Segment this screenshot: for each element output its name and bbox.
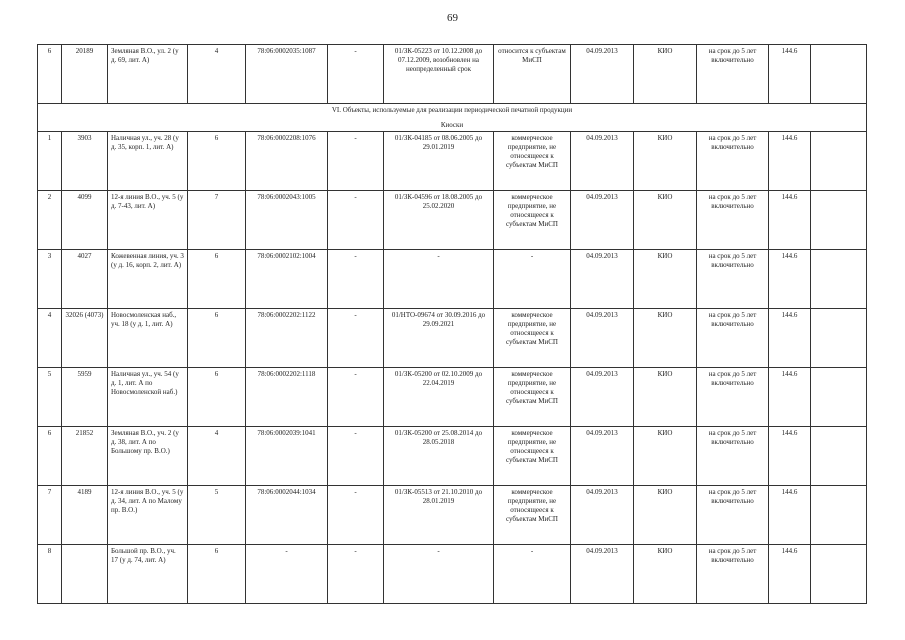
cell-owner: - bbox=[328, 191, 384, 250]
cell-object-id: 20189 bbox=[62, 45, 108, 104]
cell-term: на срок до 5 лет включительно bbox=[697, 45, 769, 104]
cell-code: 144.6 bbox=[769, 309, 811, 368]
table-row bbox=[38, 368, 867, 427]
cell-object-id: 4027 bbox=[62, 250, 108, 309]
page-number: 69 bbox=[447, 12, 458, 24]
cell-address: 12-я линия В.О., уч. 5 (у д. 34, лит. А по Малому пр. В.О.) bbox=[108, 486, 188, 545]
section-title: VI. Объекты, используемые для реализации периодической печатной продукции bbox=[331, 106, 573, 114]
cell-owner: - bbox=[328, 132, 384, 191]
cell-organization: КИО bbox=[634, 427, 697, 486]
cell-date: 04.09.2013 bbox=[571, 191, 634, 250]
cell-owner: - bbox=[328, 545, 384, 604]
cell-area: 5 bbox=[188, 486, 246, 545]
cell-owner: - bbox=[328, 427, 384, 486]
cell-extra bbox=[811, 250, 867, 309]
table-row bbox=[38, 427, 867, 486]
cell-area: 6 bbox=[188, 368, 246, 427]
cell-contract: 01/ЗК-05223 от 10.12.2008 до 07.12.2009, возобновлен на неопределенный срок bbox=[384, 45, 494, 104]
cell-date: 04.09.2013 bbox=[571, 427, 634, 486]
cell-object-id: 32026 (4073) bbox=[62, 309, 108, 368]
cell-object-id bbox=[62, 545, 108, 604]
cell-address: Новосмоленская наб., уч. 18 (у д. 1, лит. А) bbox=[108, 309, 188, 368]
cell-organization: КИО bbox=[634, 309, 697, 368]
cell-cadastral-number: 78:06:0002202:1122 bbox=[246, 309, 328, 368]
cell-contract: 01/ЗК-04596 от 18.08.2005 до 25.02.2020 bbox=[384, 191, 494, 250]
cell-category: относится к субъектам МиСП bbox=[494, 45, 571, 104]
cell-code: 144.6 bbox=[769, 368, 811, 427]
cell-address: 12-я линия В.О., уч. 5 (у д. 7-43, лит. А) bbox=[108, 191, 188, 250]
cell-object-id: 3903 bbox=[62, 132, 108, 191]
cell-organization: КИО bbox=[634, 250, 697, 309]
cell-row-number: 4 bbox=[38, 309, 62, 368]
cell-address: Земляная В.О., уч. 2 (у д. 38, лит. А по Большому пр. В.О.) bbox=[108, 427, 188, 486]
cell-term: на срок до 5 лет включительно bbox=[697, 545, 769, 604]
cell-category: коммерческое предприятие, не относящееся к субъектам МиСП bbox=[494, 368, 571, 427]
cell-cadastral-number: 78:06:0002035:1087 bbox=[246, 45, 328, 104]
cell-organization: КИО bbox=[634, 368, 697, 427]
cell-term: на срок до 5 лет включительно bbox=[697, 368, 769, 427]
cell-area: 6 bbox=[188, 545, 246, 604]
cell-row-number: 6 bbox=[38, 427, 62, 486]
table-row bbox=[38, 191, 867, 250]
cell-contract: - bbox=[384, 250, 494, 309]
cell-address: Большой пр. В.О., уч. 17 (у д. 74, лит. А) bbox=[108, 545, 188, 604]
table-row bbox=[38, 309, 867, 368]
cell-code: 144.6 bbox=[769, 45, 811, 104]
cell-category: коммерческое предприятие, не относящееся к субъектам МиСП bbox=[494, 309, 571, 368]
cell-term: на срок до 5 лет включительно bbox=[697, 309, 769, 368]
cell-area: 4 bbox=[188, 427, 246, 486]
cell-extra bbox=[811, 368, 867, 427]
table-row bbox=[38, 250, 867, 309]
cell-area: 7 bbox=[188, 191, 246, 250]
cell-address: Кожевенная линия, уч. 3 (у д. 16, корп. 2, лит. А) bbox=[108, 250, 188, 309]
cell-contract: - bbox=[384, 545, 494, 604]
cell-contract: 01/ЗК-05200 от 02.10.2009 до 22.04.2019 bbox=[384, 368, 494, 427]
cell-address: Наличная ул., уч. 28 (у д. 35, корп. 1, лит. А) bbox=[108, 132, 188, 191]
cell-term: на срок до 5 лет включительно bbox=[697, 250, 769, 309]
cell-date: 04.09.2013 bbox=[571, 132, 634, 191]
cell-cadastral-number: 78:06:0002202:1118 bbox=[246, 368, 328, 427]
objects-table bbox=[37, 44, 867, 604]
cell-row-number: 5 bbox=[38, 368, 62, 427]
cell-category: коммерческое предприятие, не относящееся к субъектам МиСП bbox=[494, 427, 571, 486]
cell-category: коммерческое предприятие, не относящееся к субъектам МиСП bbox=[494, 486, 571, 545]
cell-cadastral-number: - bbox=[246, 545, 328, 604]
cell-extra bbox=[811, 427, 867, 486]
cell-object-id: 4099 bbox=[62, 191, 108, 250]
cell-row-number: 8 bbox=[38, 545, 62, 604]
cell-extra bbox=[811, 486, 867, 545]
section-subtitle: Киоски bbox=[440, 121, 464, 129]
cell-owner: - bbox=[328, 368, 384, 427]
cell-category: коммерческое предприятие, не относящееся к субъектам МиСП bbox=[494, 191, 571, 250]
cell-contract: 01/ЗК-05513 от 21.10.2010 до 28.01.2019 bbox=[384, 486, 494, 545]
cell-row-number: 6 bbox=[38, 45, 62, 104]
table-row bbox=[38, 545, 867, 604]
cell-term: на срок до 5 лет включительно bbox=[697, 486, 769, 545]
cell-organization: КИО bbox=[634, 545, 697, 604]
cell-code: 144.6 bbox=[769, 250, 811, 309]
cell-cadastral-number: 78:06:0002208:1076 bbox=[246, 132, 328, 191]
cell-term: на срок до 5 лет включительно bbox=[697, 427, 769, 486]
table-row bbox=[38, 132, 867, 191]
cell-cadastral-number: 78:06:0002039:1041 bbox=[246, 427, 328, 486]
cell-object-id: 4189 bbox=[62, 486, 108, 545]
cell-cadastral-number: 78:06:0002044:1034 bbox=[246, 486, 328, 545]
cell-row-number: 2 bbox=[38, 191, 62, 250]
cell-date: 04.09.2013 bbox=[571, 309, 634, 368]
cell-cadastral-number: 78:06:0002043:1005 bbox=[246, 191, 328, 250]
cell-area: 6 bbox=[188, 309, 246, 368]
cell-date: 04.09.2013 bbox=[571, 250, 634, 309]
cell-category: - bbox=[494, 250, 571, 309]
cell-owner: - bbox=[328, 486, 384, 545]
cell-contract: 01/НТО-09674 от 30.09.2016 до 29.09.2021 bbox=[384, 309, 494, 368]
cell-owner: - bbox=[328, 45, 384, 104]
cell-category: - bbox=[494, 545, 571, 604]
cell-row-number: 7 bbox=[38, 486, 62, 545]
cell-cadastral-number: 78:06:0002102:1004 bbox=[246, 250, 328, 309]
cell-row-number: 1 bbox=[38, 132, 62, 191]
cell-area: 6 bbox=[188, 250, 246, 309]
cell-organization: КИО bbox=[634, 132, 697, 191]
cell-area: 4 bbox=[188, 45, 246, 104]
cell-code: 144.6 bbox=[769, 427, 811, 486]
table-row bbox=[38, 45, 867, 104]
cell-extra bbox=[811, 545, 867, 604]
cell-term: на срок до 5 лет включительно bbox=[697, 132, 769, 191]
cell-organization: КИО bbox=[634, 191, 697, 250]
cell-address: Земляная В.О., ул. 2 (у д. 69, лит. А) bbox=[108, 45, 188, 104]
cell-term: на срок до 5 лет включительно bbox=[697, 191, 769, 250]
cell-date: 04.09.2013 bbox=[571, 545, 634, 604]
cell-row-number: 3 bbox=[38, 250, 62, 309]
cell-code: 144.6 bbox=[769, 545, 811, 604]
cell-contract: 01/ЗК-04185 от 08.06.2005 до 29.01.2019 bbox=[384, 132, 494, 191]
cell-extra bbox=[811, 191, 867, 250]
section-header-row bbox=[38, 104, 867, 132]
cell-category: коммерческое предприятие, не относящееся к субъектам МиСП bbox=[494, 132, 571, 191]
cell-owner: - bbox=[328, 309, 384, 368]
cell-object-id: 21852 bbox=[62, 427, 108, 486]
table-row bbox=[38, 486, 867, 545]
cell-extra bbox=[811, 132, 867, 191]
cell-date: 04.09.2013 bbox=[571, 368, 634, 427]
cell-extra bbox=[811, 45, 867, 104]
cell-organization: КИО bbox=[634, 45, 697, 104]
cell-extra bbox=[811, 309, 867, 368]
cell-owner: - bbox=[328, 250, 384, 309]
cell-date: 04.09.2013 bbox=[571, 486, 634, 545]
cell-code: 144.6 bbox=[769, 191, 811, 250]
cell-contract: 01/ЗК-05200 от 25.08.2014 до 28.05.2018 bbox=[384, 427, 494, 486]
cell-organization: КИО bbox=[634, 486, 697, 545]
cell-address: Наличная ул., уч. 54 (у д. 1, лит. А по Новосмоленской наб.) bbox=[108, 368, 188, 427]
cell-object-id: 5959 bbox=[62, 368, 108, 427]
cell-code: 144.6 bbox=[769, 486, 811, 545]
cell-code: 144.6 bbox=[769, 132, 811, 191]
cell-date: 04.09.2013 bbox=[571, 45, 634, 104]
cell-area: 6 bbox=[188, 132, 246, 191]
